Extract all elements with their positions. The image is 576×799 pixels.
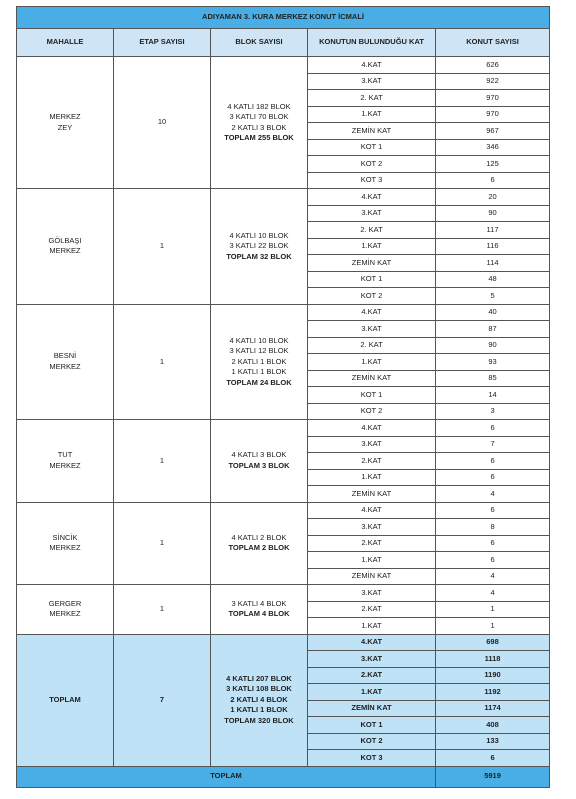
kat-cell: KOT 1 [308, 387, 436, 404]
konut-cell: 90 [436, 337, 550, 354]
mahalle-name-line: SİNCİK [52, 532, 78, 542]
etap-cell: 1 [114, 585, 211, 635]
konut-cell: 6 [436, 750, 550, 767]
mahalle-name-line: GÖLBAŞI [48, 235, 82, 245]
kat-cell: 3.KAT [308, 321, 436, 338]
total-label: TOPLAM [49, 694, 81, 704]
konut-cell: 6 [436, 172, 550, 189]
konut-cell: 408 [436, 717, 550, 734]
grand-total-label: TOPLAM [17, 766, 436, 787]
blok-total: TOPLAM 320 BLOK [224, 715, 294, 725]
kat-cell: ZEMİN KAT [308, 568, 436, 585]
konut-cell: 970 [436, 90, 550, 107]
table-row [17, 304, 550, 321]
kat-cell: KOT 2 [308, 733, 436, 750]
konut-cell: 125 [436, 156, 550, 173]
kat-cell: 4.KAT [308, 420, 436, 437]
konut-cell: 1192 [436, 684, 550, 701]
blok-line: 3 KATLI 22 BLOK [229, 241, 289, 250]
mahalle-name-line: MERKEZ [49, 361, 81, 371]
konut-cell: 93 [436, 354, 550, 371]
mahalle-cell [17, 304, 114, 420]
blok-line: 1 KATLI 1 BLOK [230, 705, 288, 715]
blok-line: 4 KATLI 10 BLOK [229, 230, 289, 240]
blok-line: 4 KATLI 182 BLOK [227, 101, 291, 111]
mahalle-name-line: MERKEZ [49, 609, 81, 619]
blok-line: 3 KATLI 12 BLOK [229, 346, 289, 355]
kat-cell: 3.KAT [308, 651, 436, 668]
kat-cell: 4.KAT [308, 304, 436, 321]
header-kat: KONUTUN BULUNDUĞU KAT [308, 29, 436, 57]
kat-cell: 1.KAT [308, 469, 436, 486]
kat-cell: 1.KAT [308, 684, 436, 701]
mahalle-cell [17, 420, 114, 503]
konut-cell: 6 [436, 552, 550, 569]
mahalle-name-line: GERGER [48, 598, 82, 608]
blok-total: TOPLAM 32 BLOK [226, 251, 292, 261]
blok-total: TOPLAM 24 BLOK [226, 377, 292, 387]
blok-line: 2 KATLI 3 BLOK [231, 122, 287, 132]
kat-cell: 4.KAT [308, 57, 436, 74]
table-row [17, 634, 550, 651]
kat-cell: 2. KAT [308, 337, 436, 354]
blok-line: 2 KATLI 1 BLOK [231, 356, 287, 366]
mahalle-cell [17, 585, 114, 635]
etap-cell: 7 [114, 634, 211, 766]
mahalle-cell [17, 57, 114, 189]
blok-total: TOPLAM 2 BLOK [228, 543, 290, 553]
blok-line: 3 KATLI 70 BLOK [229, 112, 289, 121]
konut-cell: 114 [436, 255, 550, 272]
kat-cell: KOT 1 [308, 717, 436, 734]
blok-line: 3 KATLI 108 BLOK [226, 684, 292, 694]
kat-cell: 3.KAT [308, 205, 436, 222]
etap-cell: 1 [114, 420, 211, 503]
konut-cell: 90 [436, 205, 550, 222]
konut-cell: 626 [436, 57, 550, 74]
grand-total-value: 5919 [436, 766, 550, 787]
kat-cell: 2.KAT [308, 453, 436, 470]
kat-cell: KOT 2 [308, 288, 436, 305]
table-row [17, 57, 550, 74]
etap-cell: 1 [114, 189, 211, 305]
konut-icmal-table [16, 6, 550, 788]
kat-cell: 4.KAT [308, 502, 436, 519]
mahalle-name-line: MERKEZ [49, 112, 81, 121]
blok-total: TOPLAM 255 BLOK [224, 133, 294, 142]
blok-line: 3 KATLI 4 BLOK [231, 598, 287, 608]
konut-cell: 48 [436, 271, 550, 288]
mahalle-name-line: MERKEZ [49, 246, 81, 256]
header-blok-sayisi: BLOK SAYISI [211, 29, 308, 57]
header-etap-sayisi: ETAP SAYISI [114, 29, 211, 57]
konut-cell: 85 [436, 370, 550, 387]
konut-cell: 4 [436, 585, 550, 602]
kat-cell: 2.KAT [308, 601, 436, 618]
kat-cell: 1.KAT [308, 354, 436, 371]
konut-cell: 1 [436, 601, 550, 618]
mahalle-name-line: MERKEZ [49, 460, 81, 470]
kat-cell: KOT 1 [308, 271, 436, 288]
kat-cell: ZEMİN KAT [308, 255, 436, 272]
kat-cell: 3.KAT [308, 73, 436, 90]
konut-cell: 87 [436, 321, 550, 338]
blok-total: TOPLAM 4 BLOK [228, 609, 290, 619]
kat-cell: 4.KAT [308, 634, 436, 651]
table-row [17, 420, 550, 437]
table-body [17, 57, 550, 788]
kat-cell: ZEMİN KAT [308, 700, 436, 717]
konut-cell: 4 [436, 486, 550, 503]
konut-cell: 5 [436, 288, 550, 305]
kat-cell: ZEMİN KAT [308, 486, 436, 503]
konut-cell: 40 [436, 304, 550, 321]
kat-cell: 1.KAT [308, 238, 436, 255]
mahalle-cell [17, 189, 114, 305]
kat-cell: 3.KAT [308, 585, 436, 602]
table-row [17, 189, 550, 206]
grand-total-row [17, 766, 550, 787]
mahalle-name-line: MERKEZ [49, 543, 81, 553]
konut-cell: 20 [436, 189, 550, 206]
konut-cell: 6 [436, 420, 550, 437]
table-title: ADIYAMAN 3. KURA MERKEZ KONUT İCMALİ [17, 7, 550, 29]
konut-cell: 117 [436, 222, 550, 239]
blok-line: 4 KATLI 10 BLOK [229, 335, 289, 345]
kat-cell: 2. KAT [308, 90, 436, 107]
konut-cell: 970 [436, 106, 550, 123]
blok-line: 2 KATLI 4 BLOK [230, 694, 288, 704]
kat-cell: KOT 3 [308, 750, 436, 767]
kat-cell: 3.KAT [308, 519, 436, 536]
etap-cell: 1 [114, 502, 211, 585]
kat-cell: 1.KAT [308, 106, 436, 123]
konut-cell: 967 [436, 123, 550, 140]
kat-cell: ZEMİN KAT [308, 370, 436, 387]
table-row [17, 585, 550, 602]
mahalle-cell [17, 634, 114, 766]
konut-cell: 1174 [436, 700, 550, 717]
kat-cell: KOT 3 [308, 172, 436, 189]
konut-cell: 4 [436, 568, 550, 585]
kat-cell: 2. KAT [308, 222, 436, 239]
blok-cell [211, 420, 308, 503]
kat-cell: 1.KAT [308, 618, 436, 635]
konut-cell: 3 [436, 403, 550, 420]
blok-line: 1 KATLI 1 BLOK [231, 367, 287, 376]
konut-cell: 6 [436, 453, 550, 470]
kat-cell: KOT 1 [308, 139, 436, 156]
konut-cell: 698 [436, 634, 550, 651]
kat-cell: 1.KAT [308, 552, 436, 569]
konut-cell: 1 [436, 618, 550, 635]
konut-cell: 1118 [436, 651, 550, 668]
header-mahalle: MAHALLE [17, 29, 114, 57]
kat-cell: 2.KAT [308, 667, 436, 684]
blok-line: 4 KATLI 207 BLOK [226, 673, 292, 683]
konut-cell: 346 [436, 139, 550, 156]
blok-cell [211, 304, 308, 420]
konut-cell: 6 [436, 502, 550, 519]
blok-line: 4 KATLI 2 BLOK [231, 532, 287, 542]
mahalle-cell [17, 502, 114, 585]
blok-cell [211, 502, 308, 585]
table-row [17, 502, 550, 519]
kat-cell: ZEMİN KAT [308, 123, 436, 140]
blok-cell [211, 634, 308, 766]
header-konut-sayisi: KONUT SAYISI [436, 29, 550, 57]
blok-cell [211, 585, 308, 635]
mahalle-name-line: ZEY [57, 122, 73, 132]
konut-cell: 6 [436, 535, 550, 552]
konut-cell: 1190 [436, 667, 550, 684]
konut-cell: 133 [436, 733, 550, 750]
etap-cell: 10 [114, 57, 211, 189]
konut-cell: 14 [436, 387, 550, 404]
kat-cell: 3.KAT [308, 436, 436, 453]
mahalle-name-line: TUT [57, 450, 73, 460]
kat-cell: 2.KAT [308, 535, 436, 552]
kat-cell: 4.KAT [308, 189, 436, 206]
blok-cell [211, 189, 308, 305]
etap-cell: 1 [114, 304, 211, 420]
kat-cell: KOT 2 [308, 156, 436, 173]
kat-cell: KOT 2 [308, 403, 436, 420]
konut-cell: 7 [436, 436, 550, 453]
mahalle-name-line: BESNİ [53, 351, 77, 361]
blok-total: TOPLAM 3 BLOK [228, 460, 290, 470]
konut-cell: 922 [436, 73, 550, 90]
konut-cell: 116 [436, 238, 550, 255]
blok-line: 4 KATLI 3 BLOK [231, 450, 287, 460]
blok-cell [211, 57, 308, 189]
konut-cell: 6 [436, 469, 550, 486]
konut-cell: 8 [436, 519, 550, 536]
